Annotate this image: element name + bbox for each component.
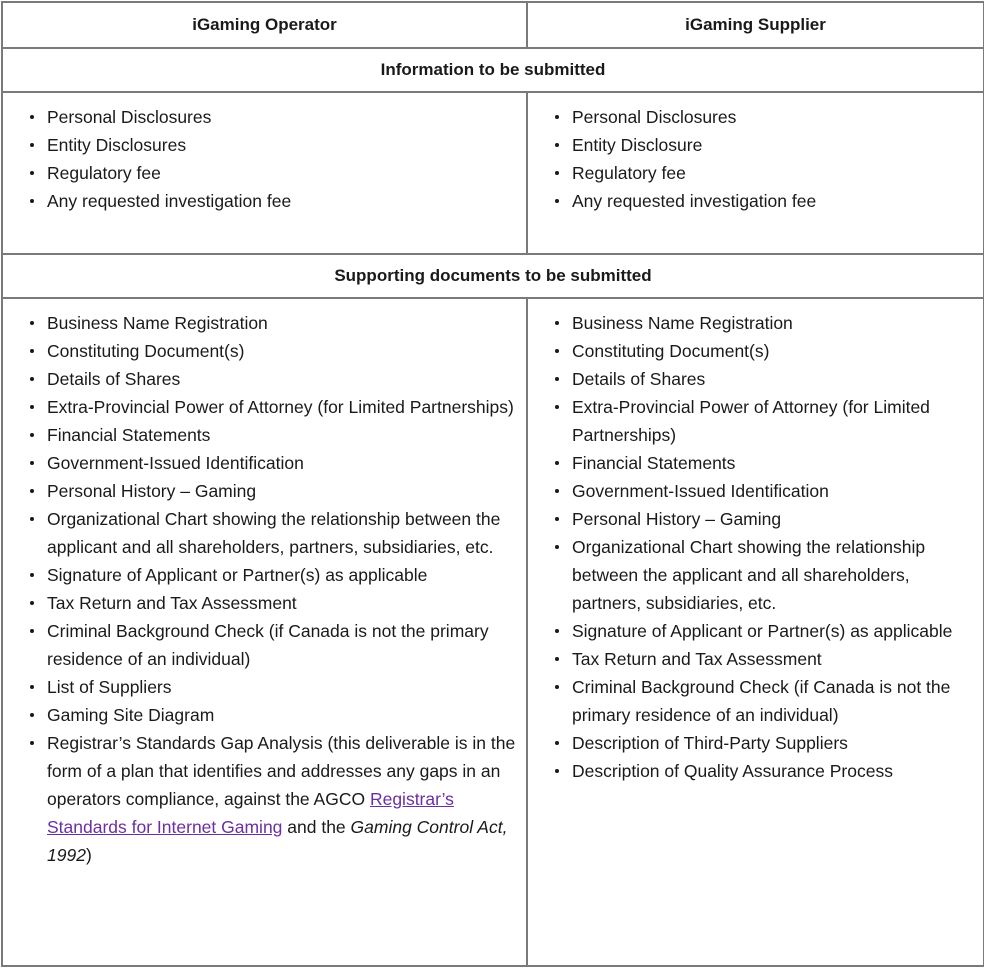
- docs-section-row: [2, 254, 984, 298]
- list-item: Entity Disclosure: [572, 131, 983, 159]
- list-item: Financial Statements: [47, 421, 526, 449]
- info-content-row: [2, 92, 984, 254]
- docs-content-row: [2, 298, 984, 966]
- list-item: Description of Quality Assurance Process: [572, 757, 983, 785]
- list-item: Entity Disclosures: [47, 131, 526, 159]
- list-item: Description of Third-Party Suppliers: [572, 729, 983, 757]
- supplier-info-list: [528, 95, 983, 215]
- list-item: List of Suppliers: [47, 673, 526, 701]
- list-item: Organizational Chart showing the relationship between the applicant and all shareholders, partners, subsidiaries, etc.: [47, 505, 526, 561]
- supplier-column-header: iGaming Supplier: [527, 2, 984, 48]
- info-section-title: Information to be submitted: [2, 48, 984, 92]
- list-item: Criminal Background Check (if Canada is not the primary residence of an individual): [572, 673, 983, 729]
- list-item: Personal Disclosures: [47, 103, 526, 131]
- list-item: Gaming Site Diagram: [47, 701, 526, 729]
- gap-analysis-text-end: ): [85, 845, 92, 865]
- list-item: Personal Disclosures: [572, 103, 983, 131]
- gap-analysis-text: Registrar’s Standards Gap Analysis (this deliverable is in the form of a plan that identifies and addresses any gaps in an operators compliance, against the AGCO: [47, 733, 516, 809]
- operator-docs-cell: [2, 298, 527, 966]
- list-item: Personal History – Gaming: [572, 505, 983, 533]
- list-item: Government-Issued Identification: [47, 449, 526, 477]
- docs-section-title: Supporting documents to be submitted: [2, 254, 984, 298]
- list-item: Business Name Registration: [47, 309, 526, 337]
- operator-info-cell: [2, 92, 527, 254]
- list-item: Financial Statements: [572, 449, 983, 477]
- requirements-table: [1, 1, 984, 967]
- list-item: Personal History – Gaming: [47, 477, 526, 505]
- list-item: Signature of Applicant or Partner(s) as applicable: [47, 561, 526, 589]
- header-row: [2, 2, 984, 48]
- list-item: Regulatory fee: [47, 159, 526, 187]
- list-item: Criminal Background Check (if Canada is not the primary residence of an individual): [47, 617, 526, 673]
- list-item: Any requested investigation fee: [47, 187, 526, 215]
- list-item: Constituting Document(s): [572, 337, 983, 365]
- info-section-row: [2, 48, 984, 92]
- list-item: [47, 729, 526, 869]
- list-item: Tax Return and Tax Assessment: [572, 645, 983, 673]
- list-item: Business Name Registration: [572, 309, 983, 337]
- list-item: Constituting Document(s): [47, 337, 526, 365]
- gaming-control-act-title: Gaming Control Act, 1992: [47, 817, 508, 865]
- supplier-docs-list: [528, 299, 983, 785]
- registrars-standards-link[interactable]: Registrar’s Standards for Internet Gaming: [47, 789, 454, 837]
- operator-docs-list: [3, 299, 526, 869]
- list-item: Organizational Chart showing the relationship between the applicant and all shareholders, partners, subsidiaries, etc.: [572, 533, 983, 617]
- supplier-info-cell: [527, 92, 984, 254]
- gap-analysis-text-middle: and the: [282, 817, 351, 837]
- list-item: Details of Shares: [47, 365, 526, 393]
- list-item: Signature of Applicant or Partner(s) as applicable: [572, 617, 983, 645]
- list-item: Regulatory fee: [572, 159, 983, 187]
- list-item: Details of Shares: [572, 365, 983, 393]
- list-item: Extra-Provincial Power of Attorney (for Limited Partnerships): [572, 393, 983, 449]
- list-item: Government-Issued Identification: [572, 477, 983, 505]
- list-item: Any requested investigation fee: [572, 187, 983, 215]
- operator-column-header: iGaming Operator: [2, 2, 527, 48]
- supplier-docs-cell: [527, 298, 984, 966]
- list-item: Tax Return and Tax Assessment: [47, 589, 526, 617]
- operator-info-list: [3, 95, 526, 215]
- list-item: Extra-Provincial Power of Attorney (for Limited Partnerships): [47, 393, 526, 421]
